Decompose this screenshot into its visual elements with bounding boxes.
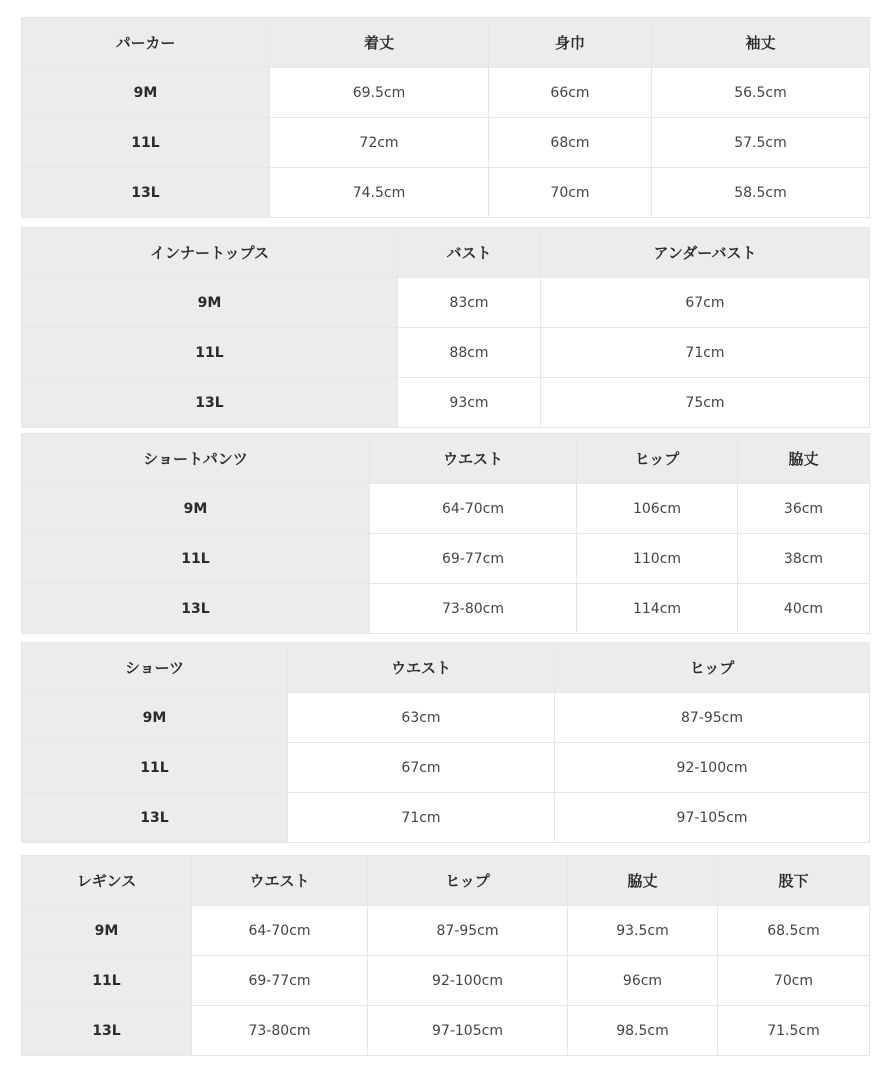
size-table-leggings xyxy=(21,855,870,1056)
header-cell: ヒップ xyxy=(368,856,568,906)
table-header-row xyxy=(22,18,870,68)
size-label: 11L xyxy=(22,956,192,1006)
header-cell: 着丈 xyxy=(270,18,489,68)
measurement-cell: 64-70cm xyxy=(192,906,368,956)
measurement-cell: 69-77cm xyxy=(370,534,577,584)
size-label: 13L xyxy=(22,1006,192,1056)
table-row xyxy=(22,168,870,218)
measurement-cell: 68.5cm xyxy=(718,906,870,956)
size-label: 11L xyxy=(22,118,270,168)
size-label: 9M xyxy=(22,68,270,118)
measurement-cell: 71cm xyxy=(288,793,555,843)
table-row xyxy=(22,118,870,168)
measurement-cell: 98.5cm xyxy=(568,1006,718,1056)
measurement-cell: 38cm xyxy=(738,534,870,584)
table-header-row xyxy=(22,856,870,906)
measurement-cell: 69-77cm xyxy=(192,956,368,1006)
size-label: 13L xyxy=(22,584,370,634)
header-cell-item: ショーツ xyxy=(22,643,288,693)
measurement-cell: 70cm xyxy=(489,168,652,218)
header-cell: 股下 xyxy=(718,856,870,906)
measurement-cell: 64-70cm xyxy=(370,484,577,534)
header-cell-item: インナートップス xyxy=(22,228,398,278)
header-cell: ヒップ xyxy=(555,643,870,693)
measurement-cell: 106cm xyxy=(577,484,738,534)
header-cell-item: パーカー xyxy=(22,18,270,68)
table-header-row xyxy=(22,228,870,278)
measurement-cell: 93.5cm xyxy=(568,906,718,956)
size-table-shorts xyxy=(21,642,870,843)
measurement-cell: 40cm xyxy=(738,584,870,634)
measurement-cell: 92-100cm xyxy=(368,956,568,1006)
table-row xyxy=(22,906,870,956)
measurement-cell: 67cm xyxy=(541,278,870,328)
measurement-cell: 87-95cm xyxy=(555,693,870,743)
measurement-cell: 56.5cm xyxy=(652,68,870,118)
measurement-cell: 74.5cm xyxy=(270,168,489,218)
measurement-cell: 97-105cm xyxy=(368,1006,568,1056)
header-cell: ウエスト xyxy=(288,643,555,693)
measurement-cell: 83cm xyxy=(398,278,541,328)
table-row xyxy=(22,743,870,793)
size-table-short-pants xyxy=(21,433,870,634)
measurement-cell: 92-100cm xyxy=(555,743,870,793)
header-cell: ウエスト xyxy=(370,434,577,484)
header-cell: アンダーバスト xyxy=(541,228,870,278)
header-cell-item: レギンス xyxy=(22,856,192,906)
measurement-cell: 96cm xyxy=(568,956,718,1006)
measurement-cell: 73-80cm xyxy=(192,1006,368,1056)
measurement-cell: 58.5cm xyxy=(652,168,870,218)
header-cell: ウエスト xyxy=(192,856,368,906)
header-cell-item: ショートパンツ xyxy=(22,434,370,484)
size-label: 13L xyxy=(22,793,288,843)
measurement-cell: 97-105cm xyxy=(555,793,870,843)
size-label: 11L xyxy=(22,743,288,793)
table-row xyxy=(22,793,870,843)
measurement-cell: 66cm xyxy=(489,68,652,118)
table-header-row xyxy=(22,643,870,693)
measurement-cell: 67cm xyxy=(288,743,555,793)
header-cell: 脇丈 xyxy=(568,856,718,906)
measurement-cell: 110cm xyxy=(577,534,738,584)
size-label: 13L xyxy=(22,378,398,428)
size-table-parka xyxy=(21,17,870,218)
measurement-cell: 114cm xyxy=(577,584,738,634)
measurement-cell: 72cm xyxy=(270,118,489,168)
header-cell: 身巾 xyxy=(489,18,652,68)
table-row xyxy=(22,484,870,534)
header-cell: バスト xyxy=(398,228,541,278)
measurement-cell: 63cm xyxy=(288,693,555,743)
measurement-cell: 75cm xyxy=(541,378,870,428)
size-label: 13L xyxy=(22,168,270,218)
size-label: 11L xyxy=(22,328,398,378)
table-row xyxy=(22,956,870,1006)
table-header-row xyxy=(22,434,870,484)
size-label: 9M xyxy=(22,278,398,328)
header-cell: 袖丈 xyxy=(652,18,870,68)
size-table-inner-tops xyxy=(21,227,870,428)
size-label: 9M xyxy=(22,484,370,534)
measurement-cell: 70cm xyxy=(718,956,870,1006)
measurement-cell: 88cm xyxy=(398,328,541,378)
size-label: 11L xyxy=(22,534,370,584)
measurement-cell: 93cm xyxy=(398,378,541,428)
measurement-cell: 36cm xyxy=(738,484,870,534)
table-row xyxy=(22,534,870,584)
measurement-cell: 71.5cm xyxy=(718,1006,870,1056)
measurement-cell: 87-95cm xyxy=(368,906,568,956)
size-label: 9M xyxy=(22,906,192,956)
table-row xyxy=(22,1006,870,1056)
table-row xyxy=(22,584,870,634)
table-row xyxy=(22,328,870,378)
measurement-cell: 57.5cm xyxy=(652,118,870,168)
table-row xyxy=(22,278,870,328)
measurement-cell: 68cm xyxy=(489,118,652,168)
measurement-cell: 69.5cm xyxy=(270,68,489,118)
table-row xyxy=(22,378,870,428)
measurement-cell: 73-80cm xyxy=(370,584,577,634)
header-cell: 脇丈 xyxy=(738,434,870,484)
size-label: 9M xyxy=(22,693,288,743)
table-row xyxy=(22,693,870,743)
measurement-cell: 71cm xyxy=(541,328,870,378)
header-cell: ヒップ xyxy=(577,434,738,484)
table-row xyxy=(22,68,870,118)
